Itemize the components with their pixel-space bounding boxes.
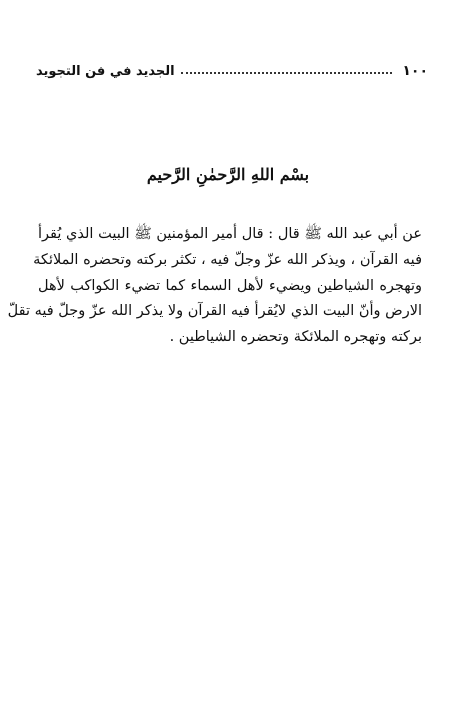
- running-header: [36, 62, 428, 80]
- text-line: وتهجره الشياطين ويضيء لأهل السماء كما تضيء الكواكب لأهل: [38, 277, 422, 294]
- book-title: الجديد في فن التجويد: [36, 63, 175, 79]
- text-line: فيه القرآن ، ويذكر الله عزّ وجلّ فيه ، تكثر بركته وتحضره الملائكة: [33, 251, 422, 268]
- body-paragraph: [7, 222, 422, 351]
- page-number: ١٠٠: [402, 63, 428, 79]
- text-line: عن أبي عبد الله ﷺ قال : قال أمير المؤمنين ﷺ البيت الذي يُقرأ: [38, 226, 422, 242]
- dot-leader: [181, 72, 393, 74]
- text-line: بركته وتهجره الملائكة وتحضره الشياطين .: [169, 329, 422, 346]
- text-line: الارض وأنّ البيت الذي لايُقرأ فيه القرآن ولا يذكر الله عزّ وجلّ فيه تقلّ: [7, 303, 422, 320]
- basmala-heading: بسْم اللهِ الرَّحمٰنِ الرَّحيم: [146, 165, 310, 184]
